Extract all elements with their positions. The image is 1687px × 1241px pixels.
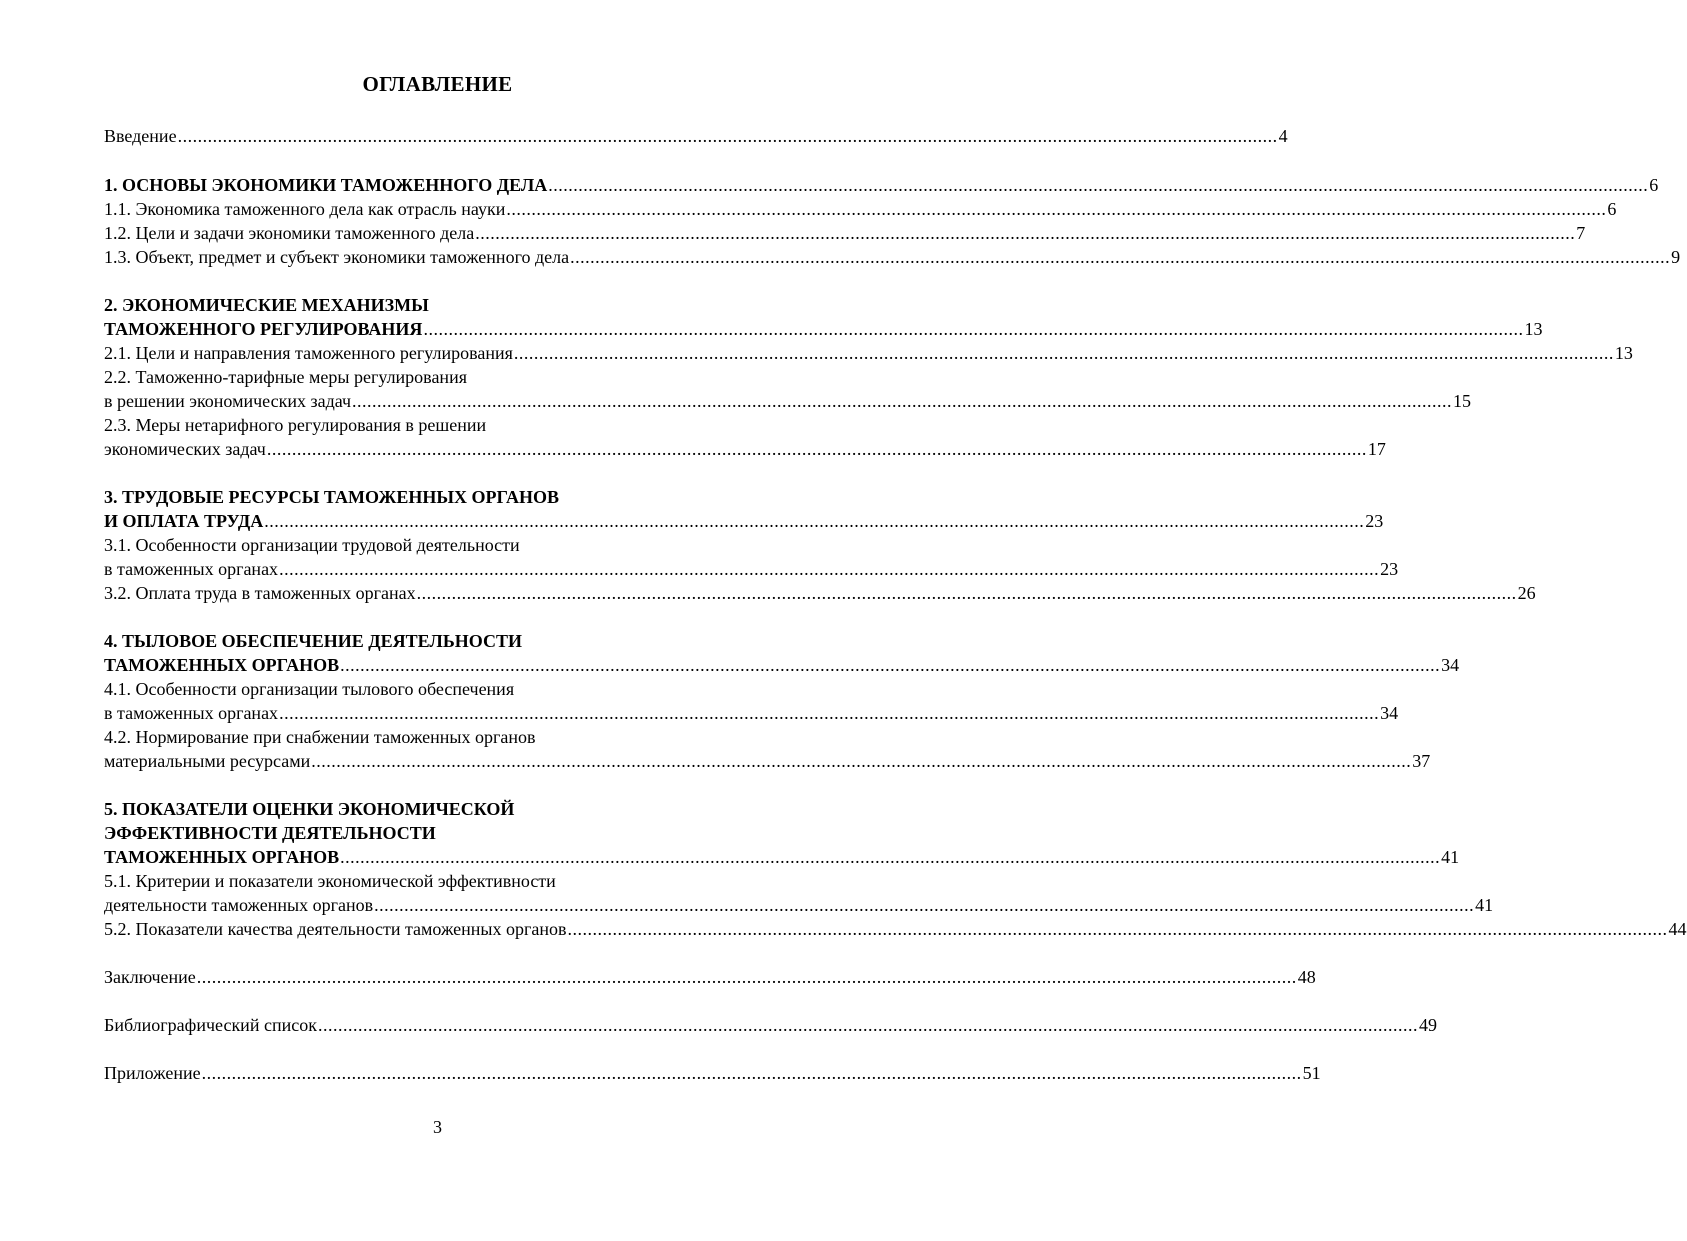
toc-entry-intro[interactable]: Введение ............................................................................................................................................................................................................................ 4 — [104, 126, 1288, 146]
dot-leader: ............................................................................................................................................................................................................................ — [266, 439, 1367, 459]
dot-leader: ............................................................................................................................................................................................................................ — [311, 751, 1412, 771]
dot-leader: ............................................................................................................................................................................................................................ — [567, 919, 1668, 939]
dot-leader: ............................................................................................................................................................................................................................ — [340, 655, 1441, 675]
toc-entry-chapter-5-line2[interactable]: ЭФФЕКТИВНОСТИ ДЕЯТЕЛЬНОСТИ — [104, 823, 436, 843]
toc-entry-chapter-1[interactable]: 1. ОСНОВЫ ЭКОНОМИКИ ТАМОЖЕННОГО ДЕЛА ............................................................................................................................................................................................................................ 6 — [104, 175, 1659, 195]
dot-leader: ............................................................................................................................................................................................................................ — [279, 703, 1380, 723]
dot-leader: ............................................................................................................................................................................................................................ — [317, 1015, 1418, 1035]
toc-entry-section-4-1[interactable]: в таможенных органах ............................................................................................................................................................................................................................ 34 — [104, 703, 1399, 723]
toc-entry-section-5-2[interactable]: 5.2. Показатели качества деятельности таможенных органов ............................................................................................................................................................................................................................ 44 — [104, 919, 1687, 939]
dot-leader: ............................................................................................................................................................................................................................ — [352, 391, 1453, 411]
toc-entry-chapter-2-line1[interactable]: 2. ЭКОНОМИЧЕСКИЕ МЕХАНИЗМЫ — [104, 295, 429, 315]
toc-entry-chapter-3[interactable]: И ОПЛАТА ТРУДА ............................................................................................................................................................................................................................ 23 — [104, 511, 1384, 531]
page-title: ОГЛАВЛЕНИЕ — [362, 72, 513, 96]
toc-entry-section-5-1-line1[interactable]: 5.1. Критерии и показатели экономической эффективности — [104, 871, 556, 891]
toc-entry-section-1-1[interactable]: 1.1. Экономика таможенного дела как отрасль науки ............................................................................................................................................................................................................................ 6 — [104, 199, 1617, 219]
dot-leader: ............................................................................................................................................................................................................................ — [513, 343, 1614, 363]
dot-leader: ............................................................................................................................................................................................................................ — [548, 175, 1649, 195]
toc-entry-section-2-3[interactable]: экономических задач ............................................................................................................................................................................................................................ 17 — [104, 439, 1386, 459]
dot-leader: ............................................................................................................................................................................................................................ — [374, 895, 1475, 915]
dot-leader: ............................................................................................................................................................................................................................ — [264, 511, 1365, 531]
toc-entry-chapter-5[interactable]: ТАМОЖЕННЫХ ОРГАНОВ ............................................................................................................................................................................................................................ 41 — [104, 847, 1460, 867]
dot-leader: ............................................................................................................................................................................................................................ — [506, 199, 1607, 219]
toc-entry-section-1-3[interactable]: 1.3. Объект, предмет и субъект экономики таможенного дела ............................................................................................................................................................................................................................ 9 — [104, 247, 1681, 267]
toc-entry-chapter-4-line1[interactable]: 4. ТЫЛОВОЕ ОБЕСПЕЧЕНИЕ ДЕЯТЕЛЬНОСТИ — [104, 631, 522, 651]
dot-leader: ............................................................................................................................................................................................................................ — [177, 126, 1278, 146]
toc-entry-section-2-2[interactable]: в решении экономических задач ............................................................................................................................................................................................................................ 15 — [104, 391, 1472, 411]
toc-entry-appendix[interactable]: Приложение ............................................................................................................................................................................................................................ 51 — [104, 1063, 1321, 1083]
toc-entry-section-1-2[interactable]: 1.2. Цели и задачи экономики таможенного дела ............................................................................................................................................................................................................................ 7 — [104, 223, 1586, 243]
dot-leader: ............................................................................................................................................................................................................................ — [340, 847, 1441, 867]
toc-entry-section-5-1[interactable]: деятельности таможенных органов ............................................................................................................................................................................................................................ 41 — [104, 895, 1494, 915]
toc-entry-chapter-3-line1[interactable]: 3. ТРУДОВЫЕ РЕСУРСЫ ТАМОЖЕННЫХ ОРГАНОВ — [104, 487, 560, 507]
toc-entry-section-4-2[interactable]: материальными ресурсами ............................................................................................................................................................................................................................ 37 — [104, 751, 1431, 771]
toc-entry-section-4-2-line1[interactable]: 4.2. Нормирование при снабжении таможенных органов — [104, 727, 536, 747]
page-number: 3 — [433, 1117, 442, 1137]
toc-entry-section-2-2-line1[interactable]: 2.2. Таможенно-тарифные меры регулирования — [104, 367, 467, 387]
dot-leader: ............................................................................................................................................................................................................................ — [475, 223, 1576, 243]
toc-entry-section-2-1[interactable]: 2.1. Цели и направления таможенного регулирования ............................................................................................................................................................................................................................ 13 — [104, 343, 1633, 363]
toc-entry-section-2-3-line1[interactable]: 2.3. Меры нетарифного регулирования в решении — [104, 415, 487, 435]
toc-entry-section-4-1-line1[interactable]: 4.1. Особенности организации тылового обеспечения — [104, 679, 515, 699]
toc-entry-chapter-5-line1[interactable]: 5. ПОКАЗАТЕЛИ ОЦЕНКИ ЭКОНОМИЧЕСКОЙ — [104, 799, 515, 819]
dot-leader: ............................................................................................................................................................................................................................ — [416, 583, 1517, 603]
dot-leader: ............................................................................................................................................................................................................................ — [570, 247, 1671, 267]
toc-entry-section-3-2[interactable]: 3.2. Оплата труда в таможенных органах ............................................................................................................................................................................................................................ 26 — [104, 583, 1536, 603]
dot-leader: ............................................................................................................................................................................................................................ — [279, 559, 1380, 579]
dot-leader: ............................................................................................................................................................................................................................ — [201, 1063, 1302, 1083]
toc-entry-section-3-1-line1[interactable]: 3.1. Особенности организации трудовой деятельности — [104, 535, 520, 555]
toc-entry-conclusion[interactable]: Заключение ............................................................................................................................................................................................................................ 48 — [104, 967, 1316, 987]
toc-entry-section-3-1[interactable]: в таможенных органах ............................................................................................................................................................................................................................ 23 — [104, 559, 1399, 579]
toc-entry-chapter-4[interactable]: ТАМОЖЕННЫХ ОРГАНОВ ............................................................................................................................................................................................................................ 34 — [104, 655, 1460, 675]
dot-leader: ............................................................................................................................................................................................................................ — [196, 967, 1297, 987]
table-of-contents — [104, 0, 1687, 1241]
toc-entry-chapter-2[interactable]: ТАМОЖЕННОГО РЕГУЛИРОВАНИЯ ............................................................................................................................................................................................................................ 13 — [104, 319, 1543, 339]
dot-leader: ............................................................................................................................................................................................................................ — [423, 319, 1524, 339]
toc-entry-bibliography[interactable]: Библиографический список ............................................................................................................................................................................................................................ 49 — [104, 1015, 1437, 1035]
